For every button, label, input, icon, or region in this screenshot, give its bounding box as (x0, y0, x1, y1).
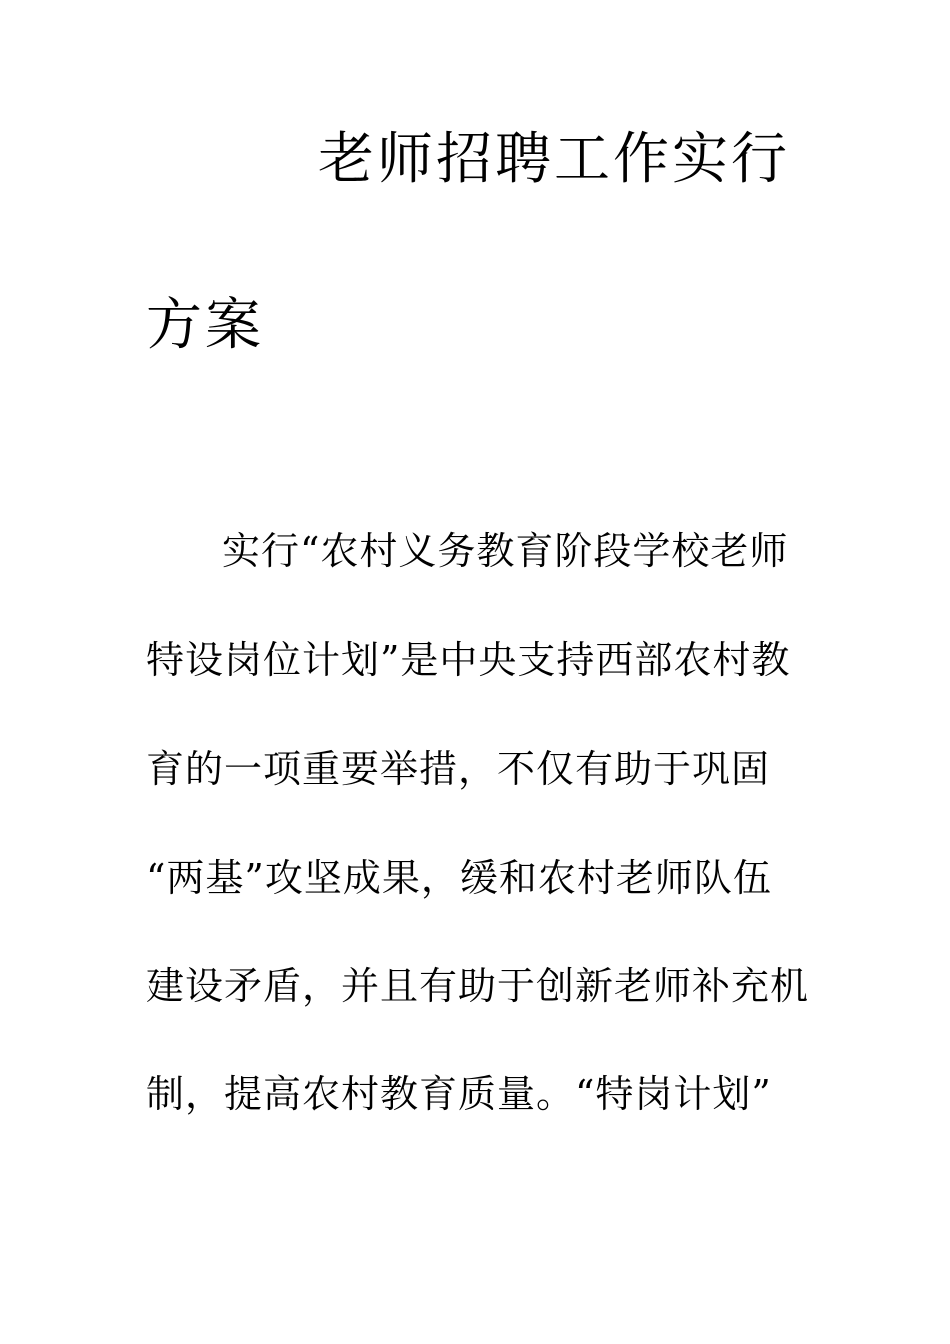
paragraph-line: 特设岗位计划”是中央支持西部农村教 (146, 638, 791, 682)
paragraph-line: 育的一项重要举措，不仅有助于巩固 (146, 747, 771, 791)
paragraph-line: 建设矛盾，并且有助于创新老师补充机 (146, 964, 810, 1008)
paragraph-line: 实行“农村义务教育阶段学校老师 (222, 529, 789, 573)
paragraph-line: “两基”攻坚成果，缓和农村老师队伍 (146, 856, 772, 900)
paragraph-line: 制，提高农村教育质量。“特岗计划” (146, 1072, 772, 1116)
document-title-line-2: 方案 (146, 293, 264, 358)
document-title-line-1: 老师招聘工作实行 (318, 127, 790, 192)
